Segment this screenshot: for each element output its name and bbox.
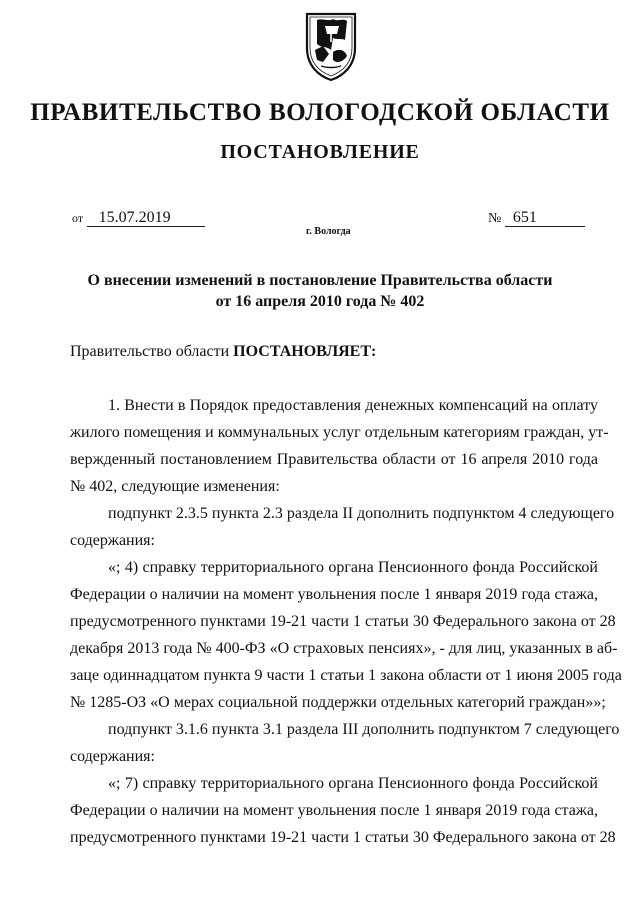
body-line: подпункт 3.1.6 пункта 3.1 раздела III дополнить подпунктом 7 следующего	[108, 721, 620, 738]
body-line: предусмотренного пунктами 19-21 части 1 статьи 30 Федерального закона от 28	[70, 613, 616, 630]
body-line: «; 4) справку территориального органа Пенсионного фонда Российской	[108, 559, 598, 576]
subject-line-1: О внесении изменений в постановление Правительства области	[87, 272, 553, 289]
preamble	[70, 343, 376, 361]
body-line: № 1285-ОЗ «О мерах социальной поддержки отдельных категорий граждан»»;	[70, 694, 606, 711]
body-line: содержания:	[70, 748, 155, 765]
preamble-keyword: ПОСТАНОВЛЯЕТ:	[233, 343, 377, 360]
number-value: 651	[505, 210, 585, 227]
body-line: подпункт 2.3.5 пункта 2.3 раздела II дополнить подпунктом 4 следующего	[108, 505, 615, 522]
number-prefix: №	[488, 211, 502, 226]
body-line: № 402, следующие изменения:	[70, 478, 280, 495]
decree-date	[72, 210, 205, 227]
date-value: 15.07.2019	[87, 210, 205, 227]
government-title: ПРАВИТЕЛЬСТВО ВОЛОГОДСКОЙ ОБЛАСТИ	[30, 99, 610, 126]
body-line: «; 7) справку территориального органа Пенсионного фонда Российской	[108, 775, 598, 792]
body-line: Федерации о наличии на момент увольнения после 1 января 2019 года стажа,	[70, 586, 598, 603]
body-line: жилого помещения и коммунальных услуг отдельным категориям граждан, ут-	[70, 424, 609, 441]
decree-number	[488, 210, 585, 227]
vologda-coat-of-arms-icon	[303, 10, 359, 82]
preamble-text: Правительство области	[70, 343, 234, 360]
document-type-title: ПОСТАНОВЛЕНИЕ	[220, 141, 420, 163]
body-line: декабря 2013 года № 400-ФЗ «О страховых пенсиях», - для лиц, указанных в аб-	[70, 640, 618, 657]
body-line: предусмотренного пунктами 19-21 части 1 статьи 30 Федерального закона от 28	[70, 829, 616, 846]
body-line: вержденный постановлением Правительства области от 16 апреля 2010 года	[70, 451, 598, 468]
subject-line-2: от 16 апреля 2010 года № 402	[215, 293, 425, 310]
date-prefix: от	[72, 211, 84, 225]
body-line: заце одиннадцатом пункта 9 части 1 статьи 1 закона области от 1 июня 2005 года	[70, 667, 622, 684]
body-line: содержания:	[70, 532, 155, 549]
body-line: 1. Внести в Порядок предоставления денежных компенсаций на оплату	[108, 397, 598, 414]
body-line: Федерации о наличии на момент увольнения после 1 января 2019 года стажа,	[70, 802, 598, 819]
city-label: г. Вологда	[306, 226, 351, 237]
